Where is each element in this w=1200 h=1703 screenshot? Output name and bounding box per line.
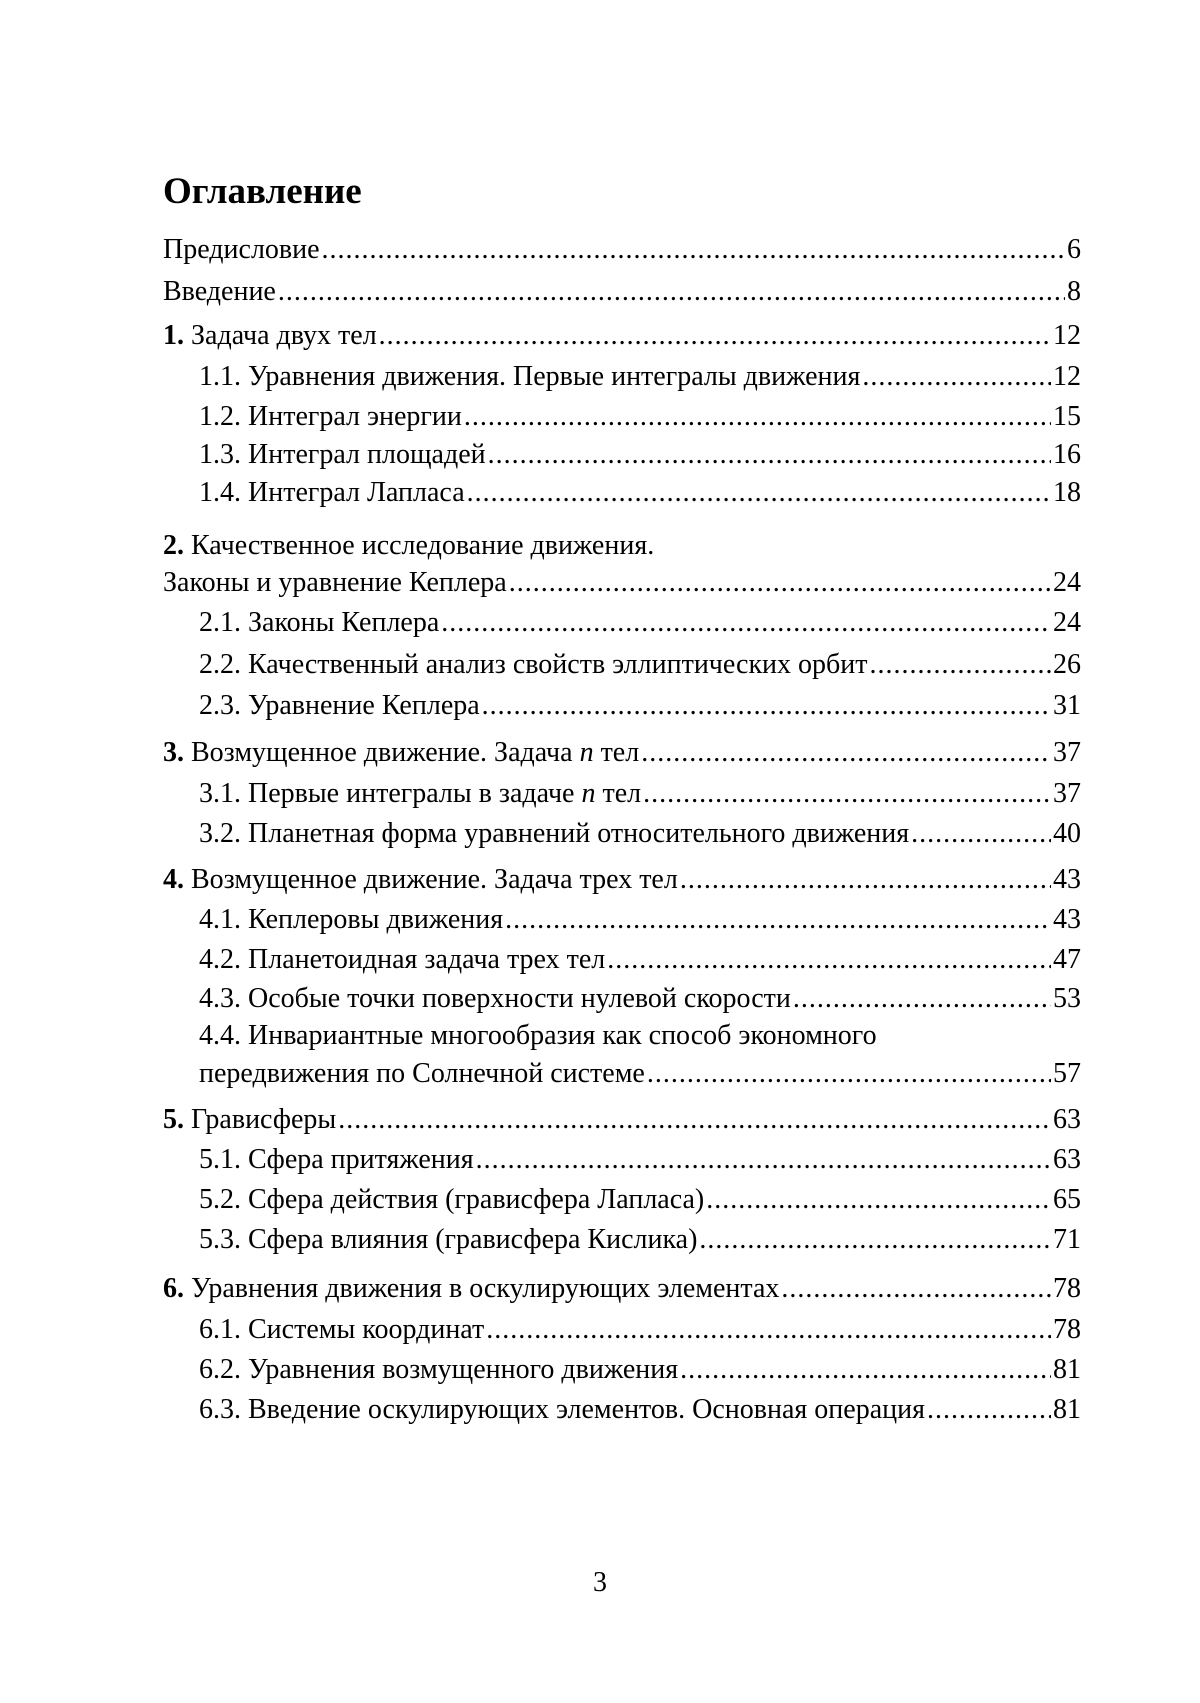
toc-page-number: 53 <box>1053 983 1081 1014</box>
toc-page-number: 57 <box>1053 1058 1081 1089</box>
leader-dots <box>680 860 1051 900</box>
leader-dots <box>862 356 1051 398</box>
leader-dots <box>476 1140 1051 1180</box>
toc-page-number: 16 <box>1053 439 1081 470</box>
toc-entry-label-end: тел <box>602 778 642 809</box>
toc-page-number: 65 <box>1053 1184 1081 1215</box>
toc-page-number: 81 <box>1053 1394 1081 1425</box>
toc-entry-label: 4.3. Особые точки поверхности нулевой скорости <box>199 983 791 1014</box>
leader-dots <box>467 474 1051 512</box>
toc-entry-label: 5.1. Сфера притяжения <box>199 1144 474 1175</box>
leader-dots <box>488 436 1051 474</box>
chapter-number: 1. <box>163 320 184 351</box>
toc-entry-label: 5.2. Сфера действия (грависфера Лапласа) <box>199 1184 705 1215</box>
toc-entry-label: 6.1. Системы координат <box>199 1314 485 1345</box>
toc-section-4-1[interactable] <box>163 900 1081 940</box>
toc-section-3-1[interactable] <box>163 774 1081 814</box>
toc-chapter-3[interactable] <box>163 732 1081 774</box>
toc-section-1-4[interactable] <box>163 474 1081 512</box>
toc-section-5-2[interactable] <box>163 1180 1081 1220</box>
toc-entry-label: 6.2. Уравнения возмущенного движения <box>199 1354 679 1385</box>
toc-chapter-1[interactable] <box>163 316 1081 356</box>
toc-page-number: 81 <box>1053 1354 1081 1385</box>
toc-section-1-2[interactable] <box>163 398 1081 436</box>
leader-dots <box>486 1310 1051 1350</box>
leader-dots <box>680 1350 1051 1390</box>
toc-entry-label: 2.2. Качественный анализ свойств эллиптических орбит <box>199 649 868 680</box>
toc-entry-label-end: тел <box>600 737 640 768</box>
toc-section-6-1[interactable] <box>163 1310 1081 1350</box>
leader-dots <box>870 644 1052 686</box>
toc-entry-label: Возмущенное движение. Задача трех тел <box>191 864 678 895</box>
toc-entry-label: 6.3. Введение оскулирующих элементов. Основная операция <box>199 1394 925 1425</box>
toc-entry-label: 3.1. Первые интегралы в задаче <box>199 778 575 809</box>
leader-dots <box>278 274 1065 310</box>
toc-chapter-5[interactable] <box>163 1100 1081 1140</box>
table-of-contents <box>163 232 1081 1430</box>
toc-entry-label: 5.3. Сфера влияния (грависфера Кислика) <box>199 1224 698 1255</box>
toc-entry-label: 1.2. Интеграл энергии <box>199 401 462 432</box>
toc-entry-label: 1.3. Интеграл площадей <box>199 439 486 470</box>
toc-section-1-1[interactable] <box>163 356 1081 398</box>
toc-chapter-4[interactable] <box>163 860 1081 900</box>
toc-chapter-2-first-line[interactable] <box>163 528 1081 564</box>
toc-section-4-3[interactable] <box>163 980 1081 1018</box>
leader-dots <box>482 686 1051 726</box>
leader-dots <box>647 1054 1051 1094</box>
leader-dots <box>379 316 1051 356</box>
toc-page-number: 78 <box>1053 1273 1081 1304</box>
toc-page-number: 63 <box>1053 1144 1081 1175</box>
toc-page-number: 43 <box>1053 864 1081 895</box>
toc-page-number: 15 <box>1053 401 1081 432</box>
leader-dots <box>505 900 1051 940</box>
leader-dots <box>706 1180 1051 1220</box>
page-number: 3 <box>593 1567 607 1598</box>
leader-dots <box>927 1390 1051 1430</box>
toc-page-number: 24 <box>1053 607 1081 638</box>
toc-entry-label: Задача двух тел <box>191 320 377 351</box>
leader-dots <box>338 1100 1051 1140</box>
page-title: Оглавление <box>163 171 362 212</box>
leader-dots <box>781 1268 1051 1310</box>
toc-entry-introduction[interactable] <box>163 274 1081 310</box>
toc-page-number: 37 <box>1053 737 1081 768</box>
toc-page-number: 6 <box>1067 234 1081 265</box>
variable-n: n <box>581 778 596 809</box>
toc-page-number: 18 <box>1053 477 1081 508</box>
toc-page-number: 12 <box>1053 320 1081 351</box>
leader-dots <box>911 814 1051 854</box>
leader-dots <box>607 940 1051 980</box>
toc-page-number: 24 <box>1053 567 1081 598</box>
toc-page-number: 8 <box>1067 276 1081 307</box>
toc-page-number: 40 <box>1053 818 1081 849</box>
chapter-number: 2. <box>163 530 184 561</box>
toc-section-2-3[interactable] <box>163 686 1081 726</box>
leader-dots <box>322 232 1065 268</box>
toc-section-4-4-first-line[interactable] <box>163 1018 1081 1054</box>
toc-page-number: 26 <box>1053 649 1081 680</box>
leader-dots <box>793 980 1051 1018</box>
toc-page-number: 37 <box>1053 778 1081 809</box>
toc-section-6-3[interactable] <box>163 1390 1081 1430</box>
toc-entry-label: Возмущенное движение. Задача <box>191 737 573 768</box>
toc-entry-label: Грависферы <box>191 1104 337 1135</box>
toc-section-6-2[interactable] <box>163 1350 1081 1390</box>
leader-dots <box>643 774 1051 814</box>
toc-entry-label: Введение <box>163 276 276 307</box>
toc-page-number: 12 <box>1053 361 1081 392</box>
toc-chapter-6[interactable] <box>163 1268 1081 1310</box>
toc-page-number: 47 <box>1053 944 1081 975</box>
toc-entry-label: 4.1. Кеплеровы движения <box>199 904 504 935</box>
toc-entry-label: Законы и уравнение Кеплера <box>163 567 507 598</box>
toc-entry-label: 4.2. Планетоидная задача трех тел <box>199 944 606 975</box>
leader-dots <box>464 398 1051 436</box>
toc-entry-label: 1.1. Уравнения движения. Первые интегралы движения <box>199 361 861 392</box>
toc-entry-label: передвижения по Солнечной системе <box>199 1058 645 1089</box>
toc-section-3-2[interactable] <box>163 814 1081 854</box>
toc-entry-label: Уравнения движения в оскулирующих элементах <box>191 1273 780 1304</box>
toc-entry-label: 2.3. Уравнение Кеплера <box>199 690 480 721</box>
toc-section-1-3[interactable] <box>163 436 1081 474</box>
toc-page-number: 43 <box>1053 904 1081 935</box>
toc-page-number: 71 <box>1053 1224 1081 1255</box>
toc-entry-label: 4.4. Инвариантные многообразия как способ экономного <box>199 1020 877 1051</box>
chapter-number: 4. <box>163 864 184 895</box>
leader-dots <box>441 602 1051 644</box>
toc-page-number: 78 <box>1053 1314 1081 1345</box>
toc-page-number: 63 <box>1053 1104 1081 1135</box>
toc-entry-label: Качественное исследование движения. <box>191 530 655 561</box>
toc-section-4-2[interactable] <box>163 940 1081 980</box>
toc-entry-label: 2.1. Законы Кеплера <box>199 607 440 638</box>
leader-dots <box>699 1220 1051 1260</box>
toc-page-number: 31 <box>1053 690 1081 721</box>
toc-entry-label: Предисловие <box>163 234 320 265</box>
toc-section-5-3[interactable] <box>163 1220 1081 1260</box>
toc-entry-preface[interactable] <box>163 232 1081 268</box>
toc-entry-label: 1.4. Интеграл Лапласа <box>199 477 465 508</box>
toc-entry-label: 3.2. Планетная форма уравнений относительного движения <box>199 818 910 849</box>
leader-dots <box>641 732 1051 774</box>
chapter-number: 6. <box>163 1273 184 1304</box>
toc-section-2-2[interactable] <box>163 644 1081 686</box>
leader-dots <box>509 564 1051 602</box>
variable-n: n <box>579 737 594 768</box>
toc-section-5-1[interactable] <box>163 1140 1081 1180</box>
chapter-number: 3. <box>163 737 184 768</box>
toc-chapter-2[interactable] <box>163 564 1081 602</box>
chapter-number: 5. <box>163 1104 184 1135</box>
toc-section-4-4[interactable] <box>163 1054 1081 1094</box>
toc-section-2-1[interactable] <box>163 602 1081 644</box>
